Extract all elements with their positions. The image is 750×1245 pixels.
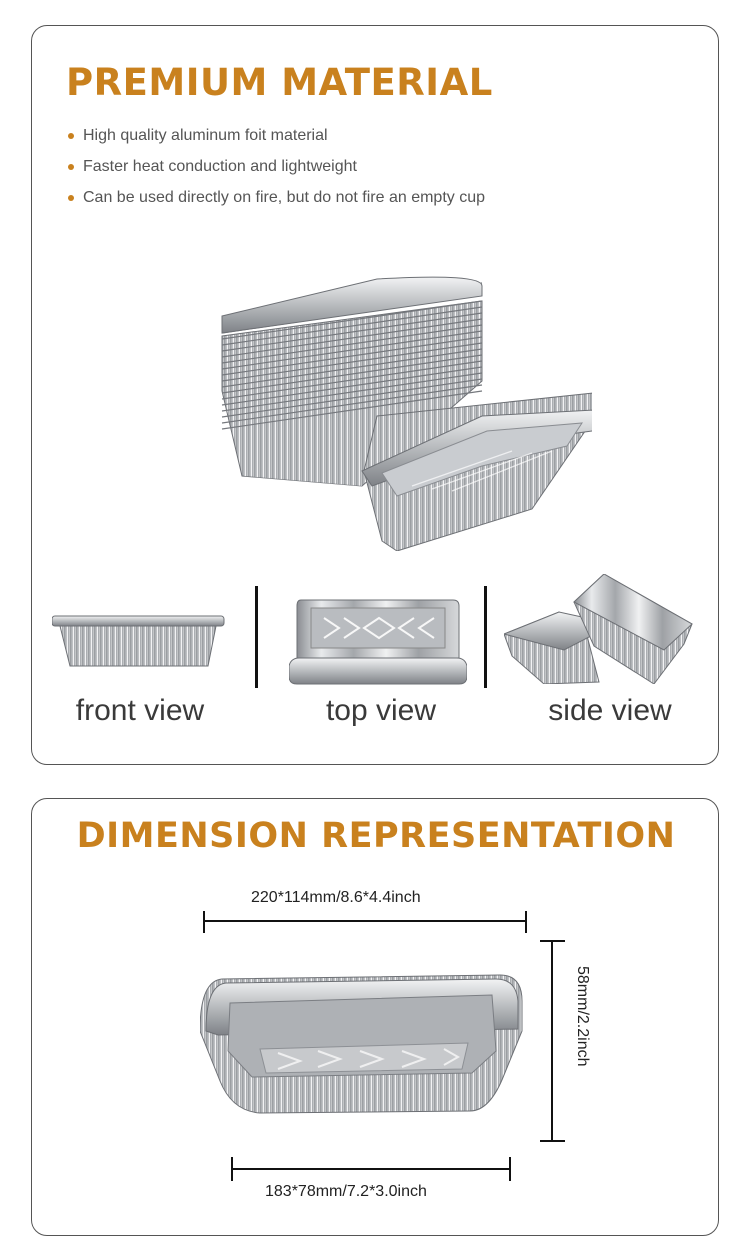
side-view-label: side view xyxy=(548,694,672,727)
bullet-dot-icon xyxy=(68,195,74,201)
front-view-image xyxy=(52,611,227,671)
premium-material-card xyxy=(31,25,719,765)
feature-list xyxy=(68,126,485,219)
front-view-label: front view xyxy=(75,694,205,727)
dimension-title: DIMENSION REPRESENTATION xyxy=(76,816,676,856)
bullet-dot-icon xyxy=(68,133,74,139)
feature-item: High quality aluminum foit material xyxy=(68,126,485,157)
view-divider xyxy=(484,586,487,688)
top-view-label: top view xyxy=(325,694,437,727)
feature-item: Can be used directly on fire, but do not fire an empty cup xyxy=(68,188,485,219)
top-size-label: 220*114mm/8.6*4.4inch xyxy=(251,889,421,906)
stacked-foil-trays-image xyxy=(182,241,592,551)
top-view-image xyxy=(289,596,467,686)
bullet-dot-icon xyxy=(68,164,74,170)
dimension-card xyxy=(31,798,719,1236)
bottom-size-label: 183*78mm/7.2*3.0inch xyxy=(265,1183,427,1200)
feature-item: Faster heat conduction and lightweight xyxy=(68,157,485,188)
bottom-dimension-line xyxy=(230,1155,512,1183)
side-view-image xyxy=(504,574,696,684)
height-size-label: 58mm/2.2inch xyxy=(574,966,591,1067)
foil-tray-dimension-image xyxy=(200,971,524,1116)
view-divider xyxy=(255,586,258,688)
top-dimension-line xyxy=(202,907,528,935)
premium-material-title: PREMIUM MATERIAL xyxy=(66,61,493,104)
height-dimension-line xyxy=(537,939,567,1143)
